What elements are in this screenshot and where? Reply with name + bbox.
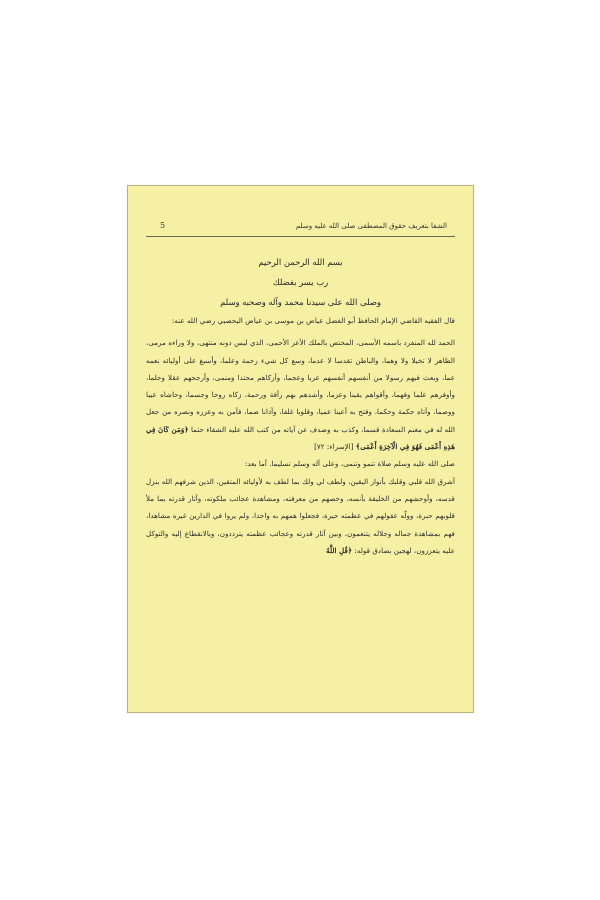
hamd-paragraph	[146, 334, 455, 455]
quran-reference: [الإسراء: ٧٢]	[314, 442, 354, 452]
salat-paragraph: صلى الله عليه وسلم صلاة تنمو وتنمى، وعلى آله وسلم تسليما. أما بعد:	[244, 459, 455, 469]
author-intro: قال الفقيه القاضي الإمام الحافظ أبو الفضل عياض بن موسى بن عياض اليحصبي رضي الله عنه:	[171, 316, 455, 325]
page-header	[146, 220, 455, 237]
quran-quote-final: ﴿قُلِ اللَّهُ	[326, 545, 353, 555]
page-number: 5	[160, 221, 166, 230]
dua-text: أشرق الله قلبي وقلبك بأنوار اليقين، ولطف لي ولك بما لطف به لأوليائه المتقين، الذين شرفهم الله بنزل قدسه، وأوحشهم من الخليقة بأنسه، وخصهم من معرفته، ومشاهدة عجائب ملكوته، وآثار قدرته بما ملأ قلوبهم حبرة، وولّه عقولهم في عظمته حيرة، فجعلوا همهم به واحدا، ولم يروا في الدارين غيره مشاهدا، فهم بمشاهدة جماله وجلاله يتنعمون، وبين آثار قدرته وعجائب عظمته يترددون، وبالانقطاع إليه والتوكل عليه يتعززون، لهجين بصادق قوله:	[146, 476, 455, 555]
hamd-text: الحمد لله المنفرد باسمه الأسمى، المختص بالملك الأعز الأحمى، الذي ليس دونه منتهى، ولا وراءه مرمى، الظاهر لا تخيلا ولا وهما، والباطن تقدسا لا عدما، وسع كل شيء رحمة وعلما، وأسبغ على أوليائه نعمه عما، وبعث فيهم رسولا من أنفسهم أنفسهم عربا وعجما، وأزكاهم محتدا ومنمى، وأرجحهم عقلا وحلما، وأوفرهم علما وفهما، وأقواهم يقينا وعزما، وأشدهم بهم رأفة ورحمة، زكاه روحا وجسما، وحاشاه عيبا ووصما، وآتاه حكمة وحكما، وفتح به أعينا عميا، وقلوبا غلفا، وآذانا صما، فآمن به وعزره ونصره من جعل الله له في مغنم السعادة قسما، وكذب به وصدف عن آياته من كتب الله عليه الشقاء حتما	[146, 338, 455, 434]
invocation: رب يسر بفضلك	[272, 277, 329, 287]
quran-quote-isra: ﴿وَمَن كَانَ فِي هَذِهِ أَعْمَى فَهُوَ فِي الْآخِرَةِ أَعْمَى﴾	[146, 424, 455, 452]
salutation: وصلى الله على سيدنا محمد وآله وصحبه وسلم	[220, 297, 381, 307]
book-page	[127, 185, 474, 713]
basmala: بسم الله الرحمن الرحيم	[258, 257, 343, 267]
page-body	[146, 252, 455, 700]
dua-paragraph	[146, 473, 455, 559]
running-title: الشفا بتعريف حقوق المصطفى صلى الله عليه وسلم	[295, 222, 447, 230]
